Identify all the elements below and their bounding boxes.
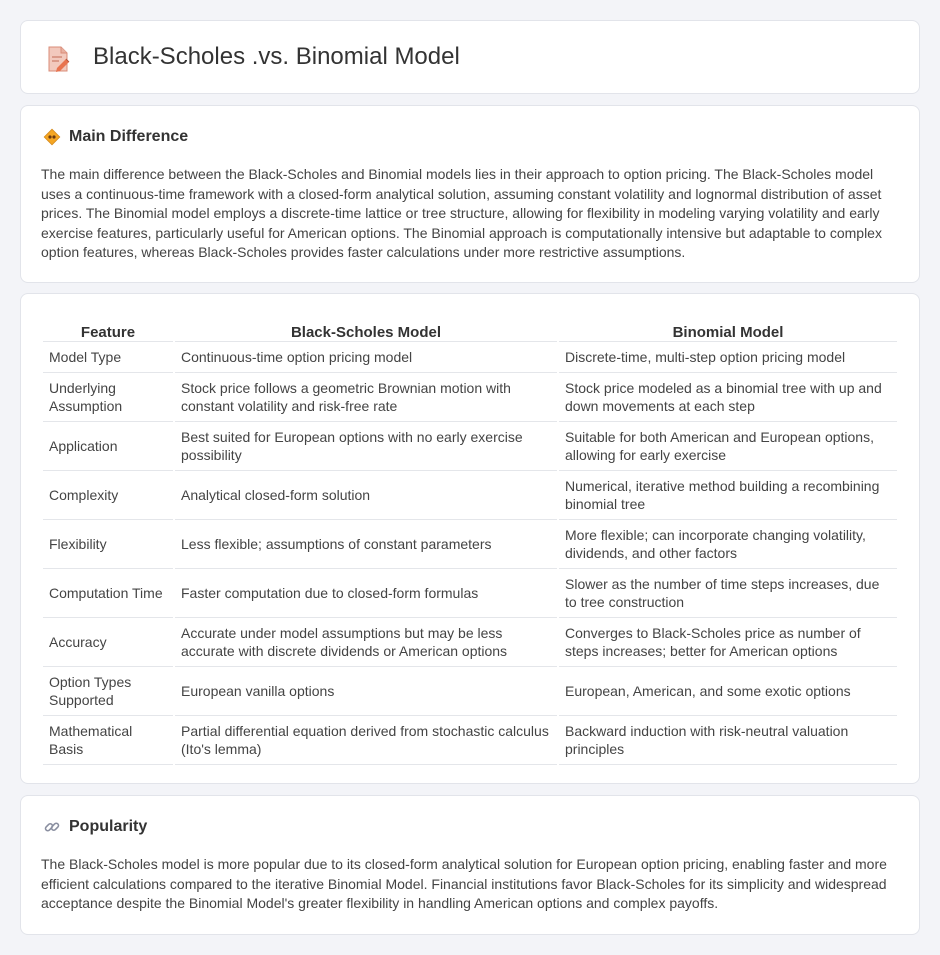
feature-cell: Application (43, 422, 173, 471)
table-row (43, 520, 897, 569)
table-row (43, 373, 897, 422)
table-row (43, 569, 897, 618)
document-edit-icon (45, 45, 71, 73)
black-scholes-cell: Faster computation due to closed-form formulas (175, 569, 557, 618)
binomial-cell: Converges to Black-Scholes price as number of steps increases; better for American options (559, 618, 897, 667)
comparison-table (41, 314, 899, 765)
comparison-card (20, 293, 920, 784)
black-scholes-cell: Less flexible; assumptions of constant parameters (175, 520, 557, 569)
binomial-cell: Backward induction with risk-neutral valuation principles (559, 716, 897, 765)
feature-cell: Option Types Supported (43, 667, 173, 716)
table-row (43, 342, 897, 373)
binomial-cell: Slower as the number of time steps increases, due to tree construction (559, 569, 897, 618)
page-title: Black-Scholes .vs. Binomial Model (93, 43, 460, 70)
binomial-cell: Suitable for both American and European options, allowing for early exercise (559, 422, 897, 471)
black-scholes-cell: Best suited for European options with no early exercise possibility (175, 422, 557, 471)
main-difference-heading (43, 128, 188, 146)
table-row (43, 422, 897, 471)
feature-cell: Underlying Assumption (43, 373, 173, 422)
table-row (43, 618, 897, 667)
feature-cell: Accuracy (43, 618, 173, 667)
popularity-heading (43, 818, 147, 836)
popularity-text: The Black-Scholes model is more popular due to its closed-form analytical solution for European option pricing, enabling faster and more efficient calculations compared to the iterative Binomial Model. Financial institutions favor Black-Scholes for its simplicity and widespread acceptance despite the Binomial Model's greater flexibility in handling American options and complex payoffs. (41, 856, 887, 912)
black-scholes-cell: Partial differential equation derived from stochastic calculus (Ito's lemma) (175, 716, 557, 765)
popularity-title: Popularity (69, 818, 148, 835)
feature-cell: Model Type (43, 342, 173, 373)
diamond-sign-icon (43, 128, 61, 146)
feature-cell: Computation Time (43, 569, 173, 618)
black-scholes-cell: Continuous-time option pricing model (175, 342, 557, 373)
popularity-card (20, 795, 920, 935)
column-header-black-scholes: Black-Scholes Model (175, 314, 557, 342)
black-scholes-cell: Analytical closed-form solution (175, 471, 557, 520)
binomial-cell: Stock price modeled as a binomial tree with up and down movements at each step (559, 373, 897, 422)
black-scholes-cell: Stock price follows a geometric Brownian motion with constant volatility and risk-free rate (175, 373, 557, 422)
black-scholes-cell: Accurate under model assumptions but may be less accurate with discrete dividends or American options (175, 618, 557, 667)
feature-cell: Flexibility (43, 520, 173, 569)
binomial-cell: Discrete-time, multi-step option pricing model (559, 342, 897, 373)
link-icon (43, 818, 61, 836)
binomial-cell: Numerical, iterative method building a recombining binomial tree (559, 471, 897, 520)
main-difference-text: The main difference between the Black-Scholes and Binomial models lies in their approach to option pricing. The Black-Scholes model uses a continuous-time framework with a closed-form analytical solution, assuming constant volatility and lognormal distribution of asset prices. The Binomial model employs a discrete-time lattice or tree structure, allowing for flexibility in modeling varying volatility and early exercise features, particularly useful for American options. The Binomial approach is computationally intensive but adaptable to complex option features, whereas Black-Scholes provides faster calculations under more restrictive assumptions. (41, 166, 882, 261)
main-difference-title: Main Difference (69, 128, 189, 145)
column-header-feature: Feature (43, 314, 173, 342)
feature-cell: Mathematical Basis (43, 716, 173, 765)
title-card (20, 20, 920, 94)
binomial-cell: More flexible; can incorporate changing volatility, dividends, and other factors (559, 520, 897, 569)
table-row (43, 716, 897, 765)
table-row (43, 667, 897, 716)
table-header-row (43, 314, 897, 342)
table-row (43, 471, 897, 520)
feature-cell: Complexity (43, 471, 173, 520)
black-scholes-cell: European vanilla options (175, 667, 557, 716)
main-difference-card (20, 105, 920, 283)
column-header-binomial: Binomial Model (559, 314, 897, 342)
binomial-cell: European, American, and some exotic options (559, 667, 897, 716)
